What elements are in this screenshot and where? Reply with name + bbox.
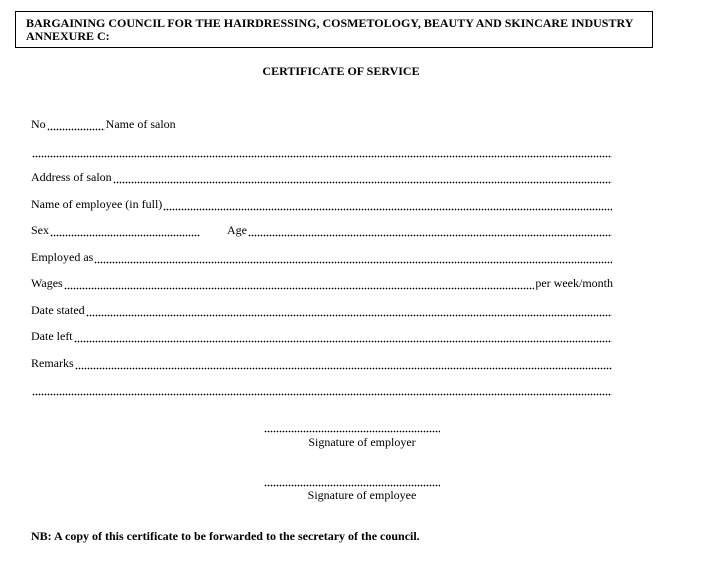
date-left-row (31, 329, 613, 343)
remarks-continuation-row (31, 382, 613, 396)
sex-field[interactable] (50, 227, 200, 237)
wages-suffix: per week/month (535, 276, 613, 290)
employee-name-label: Name of employee (in full) (31, 197, 163, 211)
forwarding-note: NB: A copy of this certificate to be forwarded to the secretary of the council. (31, 529, 420, 543)
employee-signature-label: Signature of employee (307, 488, 417, 502)
remarks-field[interactable] (75, 360, 612, 370)
date-left-label: Date left (31, 329, 73, 343)
salon-name-field[interactable] (32, 148, 612, 158)
wages-field[interactable] (64, 280, 535, 290)
no-field[interactable] (47, 121, 105, 131)
employed-as-label: Employed as (31, 250, 94, 264)
certificate-title: CERTIFICATE OF SERVICE (262, 64, 420, 78)
date-started-row (31, 303, 613, 317)
sex-label: Sex (31, 223, 49, 237)
salon-name-row (31, 144, 613, 158)
remarks-continuation-field[interactable] (32, 386, 612, 396)
address-field[interactable] (113, 174, 612, 184)
wages-row (31, 276, 613, 290)
no-label: No (31, 117, 46, 131)
sex-age-row (31, 223, 613, 237)
no-salon-row (31, 117, 613, 131)
employed-as-row (31, 250, 613, 264)
remarks-row (31, 356, 613, 370)
salon-name-label: Name of salon (105, 117, 176, 131)
wages-label: Wages (31, 276, 63, 290)
remarks-label: Remarks (31, 356, 74, 370)
address-label: Address of salon (31, 170, 112, 184)
date-started-field[interactable] (86, 307, 612, 317)
employed-as-field[interactable] (94, 254, 612, 264)
employee-name-row (31, 197, 613, 211)
employee-name-field[interactable] (163, 201, 612, 211)
age-label: Age (227, 223, 247, 237)
annexure-label: ANNEXURE C: (26, 29, 110, 43)
employer-signature-line[interactable] (264, 428, 440, 434)
date-left-field[interactable] (74, 333, 612, 343)
council-name: BARGAINING COUNCIL FOR THE HAIRDRESSING, COSMETOLOGY, BEAUTY AND SKINCARE INDUSTRY (26, 16, 634, 30)
document-header (15, 11, 653, 48)
date-started-label: Date stated (31, 303, 85, 317)
age-field[interactable] (248, 227, 612, 237)
employer-signature-label: Signature of employer (308, 435, 416, 449)
address-row (31, 170, 613, 184)
